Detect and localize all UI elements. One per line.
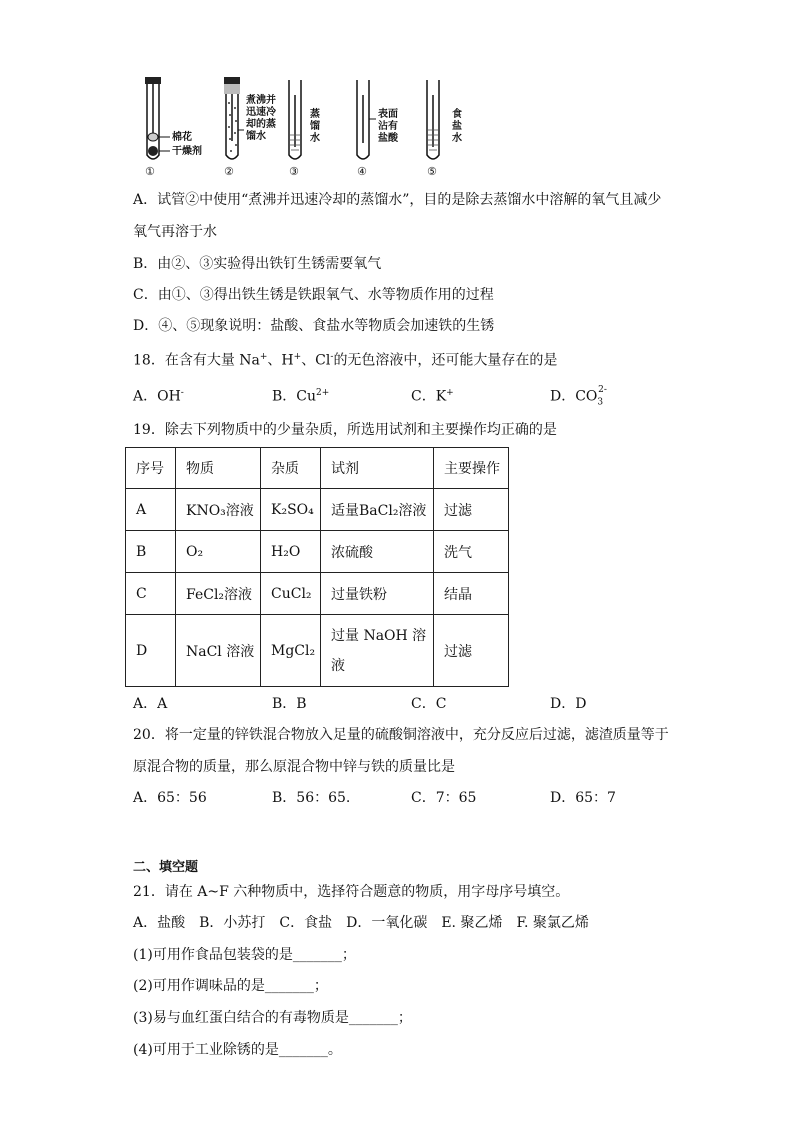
- header-cell: 试剂: [321, 448, 434, 489]
- table-row: [126, 615, 509, 687]
- table-cell: O₂: [176, 531, 261, 573]
- q17-option-d: D．④、⑤现象说明：盐酸、食盐水等物质会加速铁的生锈: [133, 318, 495, 334]
- tube-number-4: ④: [357, 165, 367, 178]
- tube3-label-3: 水: [310, 133, 320, 144]
- header-cell: 主要操作: [434, 448, 509, 489]
- tube4-label-3: 盐酸: [378, 133, 398, 144]
- tube-number-1: ①: [145, 165, 155, 178]
- tube2-label-line2: 迅速冷: [246, 107, 276, 118]
- tube-number-3: ③: [289, 165, 299, 178]
- q19-option-b: B．B: [272, 696, 307, 712]
- q20-option-d: D．65：7: [550, 790, 616, 806]
- table-row: [126, 573, 509, 615]
- table-cell: CuCl₂: [261, 573, 321, 615]
- q18-option-d: D．$CO_3^{2-}$: [550, 385, 607, 408]
- table-cell: C: [126, 573, 176, 615]
- table-cell: 结晶: [434, 573, 509, 615]
- q17-option-a-line1: A．试管②中使用“煮沸并迅速冷却的蒸馏水”，目的是除去蒸馏水中溶解的氧气且减少: [133, 192, 662, 208]
- q21-stem: 21．请在 A~F 六种物质中，选择符合题意的物质，用字母序号填空。: [133, 884, 570, 900]
- table-cell: 浓硫酸: [321, 531, 434, 573]
- q19-stem: 19．除去下列物质中的少量杂质，所选用试剂和主要操作均正确的是: [133, 422, 557, 438]
- tube-5: [427, 80, 462, 178]
- tube-4: [357, 80, 399, 178]
- table-cell: KNO₃溶液: [176, 489, 261, 531]
- q18-option-a: A．OH-: [133, 388, 184, 405]
- table-cell: K₂SO₄: [261, 489, 321, 531]
- table-cell: H₂O: [261, 531, 321, 573]
- q20-option-c: C．7：65: [411, 790, 477, 806]
- q20-stem-line1: 20．将一定量的锌铁混合物放入足量的硫酸铜溶液中，充分反应后过滤，滤渣质量等于: [133, 727, 669, 743]
- table-cell: 过滤: [434, 489, 509, 531]
- tube5-label-1: 食: [452, 109, 462, 120]
- q21-item-1: (1)可用作食品包装袋的是_______；: [133, 947, 356, 963]
- table-cell: B: [126, 531, 176, 573]
- q20-option-b: B．56：65.: [272, 790, 351, 806]
- q18-option-c: C．K+: [411, 388, 454, 405]
- header-cell: 杂质: [261, 448, 321, 489]
- q19-option-c: C．C: [411, 696, 447, 712]
- table-row: [126, 531, 509, 573]
- q21-item-3: (3)易与血红蛋白结合的有毒物质是_______；: [133, 1010, 412, 1026]
- q19-option-a: A．A: [133, 696, 168, 712]
- header-cell: 序号: [126, 448, 176, 489]
- tube1-label-cotton: 棉花: [172, 132, 192, 143]
- q21-item-2: (2)可用作调味品的是_______；: [133, 978, 328, 994]
- tube2-label-line1: 煮沸并: [246, 95, 276, 106]
- test-tube-figure: [140, 75, 480, 177]
- table-cell: 适量BaCl₂溶液: [321, 489, 434, 531]
- tube5-label-3: 水: [452, 133, 462, 144]
- tube3-label-1: 蒸: [310, 109, 320, 120]
- tube-2: [224, 77, 277, 178]
- q21-choices: A．盐酸 B．小苏打 C．食盐 D．一氧化碳 E. 聚乙烯 F. 聚氯乙烯: [133, 915, 589, 931]
- table-cell: 过量铁粉: [321, 573, 434, 615]
- tube-1: [145, 77, 202, 178]
- tube-number-2: ②: [224, 165, 234, 178]
- q19-table: [125, 447, 509, 687]
- tube-3: [289, 80, 320, 178]
- table-cell: MgCl₂: [261, 615, 321, 687]
- tube2-label-line3: 却的蒸: [246, 119, 276, 130]
- q17-option-c: C．由①、③得出铁生锈是铁跟氧气、水等物质作用的过程: [133, 287, 494, 303]
- tube3-label-2: 馏: [310, 121, 320, 132]
- q21-item-4: (4)可用于工业除锈的是_______。: [133, 1042, 342, 1058]
- tube2-label-line4: 馏水: [246, 131, 266, 142]
- header-cell: 物质: [176, 448, 261, 489]
- tube4-label-1: 表面: [378, 109, 398, 120]
- tube4-label-2: 沾有: [378, 121, 398, 132]
- q20-option-a: A．65：56: [133, 790, 207, 806]
- q18-stem: 18．在含有大量 Na+、H+、Cl-的无色溶液中，还可能大量存在的是: [133, 352, 558, 369]
- table-cell: 洗气: [434, 531, 509, 573]
- q18-option-b: B．$Cu^{2+}$: [272, 388, 330, 405]
- q18-options: [133, 383, 633, 408]
- table-cell: FeCl₂溶液: [176, 573, 261, 615]
- table-cell: 过量 NaOH 溶液: [321, 615, 434, 687]
- table-header-row: [126, 448, 509, 489]
- section-heading: 二、填空题: [133, 860, 199, 875]
- table-cell: 过滤: [434, 615, 509, 687]
- tube-number-5: ⑤: [427, 165, 437, 178]
- tube5-label-2: 盐: [452, 121, 462, 132]
- table-cell: D: [126, 615, 176, 687]
- q19-option-d: D．D: [550, 696, 587, 712]
- q19-options: [133, 694, 633, 716]
- q20-options: [133, 788, 633, 810]
- tube1-label-desiccant: 干燥剂: [172, 146, 202, 157]
- q17-option-b: B．由②、③实验得出铁钉生锈需要氧气: [133, 256, 382, 272]
- table-cell: NaCl 溶液: [176, 615, 261, 687]
- table-cell: A: [126, 489, 176, 531]
- table-row: [126, 489, 509, 531]
- q17-option-a-line2: 氧气再溶于水: [133, 224, 217, 240]
- q20-stem-line2: 原混合物的质量，那么原混合物中锌与铁的质量比是: [133, 759, 455, 775]
